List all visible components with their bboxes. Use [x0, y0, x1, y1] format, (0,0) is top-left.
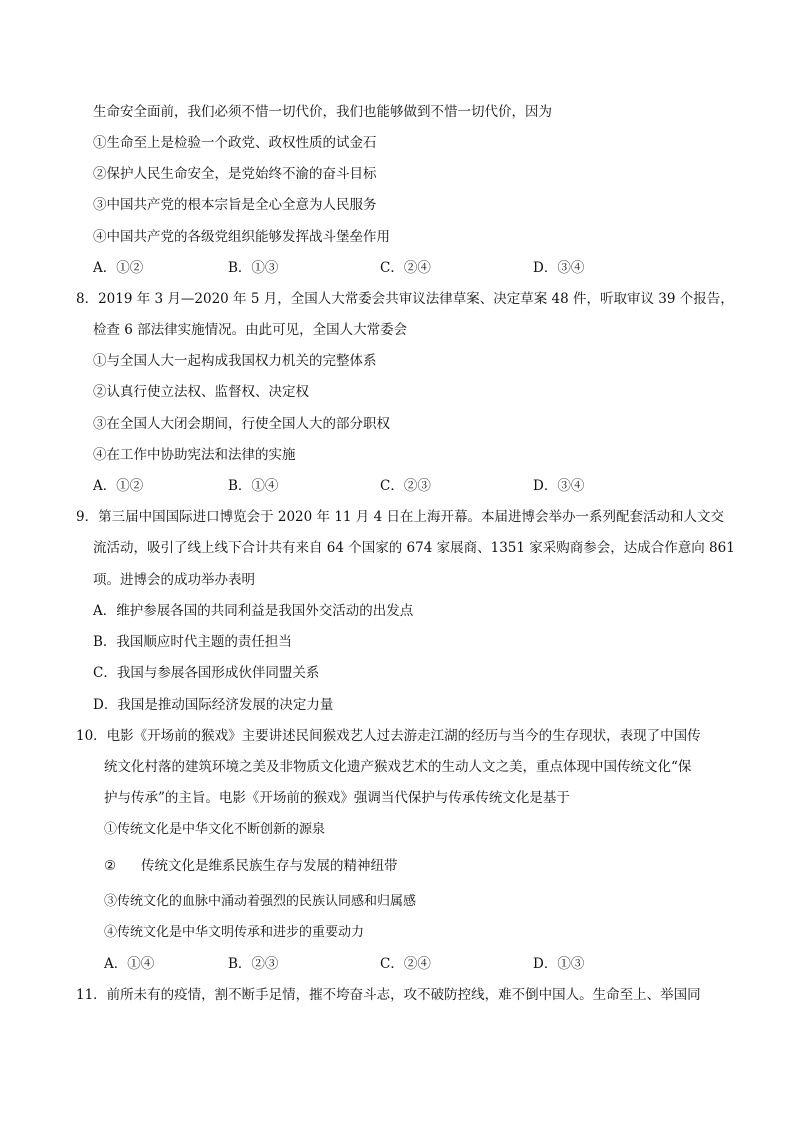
carry-over-option-d: D．③④	[533, 260, 585, 276]
q10-option-a: A．①④	[104, 956, 155, 972]
q9-stem-line-2: 流活动，吸引了线上线下合计共有来自 64 个国家的 674 家展商、1351 家采购商参会，达成合作意向 861	[93, 540, 735, 556]
q8-stem-line-2: 检查 6 部法律实施情况。由此可见，全国人大常委会	[93, 322, 408, 338]
q8-option-a: A．①②	[93, 478, 144, 494]
q8-option-d: D．③④	[533, 478, 585, 494]
carry-over-option-c: C．②④	[380, 260, 431, 276]
q9-option-c: C．我国与参展各国形成伙伴同盟关系	[93, 665, 320, 681]
q10-option-c: C．②④	[380, 956, 431, 972]
q8-option-c: C．②③	[380, 478, 431, 494]
q9-option-d: D．我国是推动国际经济发展的决定力量	[93, 697, 334, 713]
q10-item-2-number: ②	[104, 858, 117, 874]
q8-item-3: ③在全国人大闭会期间，行使全国人大的部分职权	[93, 416, 390, 432]
q8-item-4: ④在工作中协助宪法和法律的实施	[93, 447, 296, 463]
q10-stem-line-2: 统文化村落的建筑环境之美及非物质文化遗产猴戏艺术的生动人文之美，重点体现中国传统文化“保	[104, 759, 692, 775]
q10-item-4: ④传统文化是中华文明传承和进步的重要动力	[104, 925, 365, 940]
q10-option-b: B．②③	[228, 956, 279, 972]
carry-over-item-3: ③中国共产党的根本宗旨是全心全意为人民服务	[93, 197, 377, 213]
q10-stem-line-1: 10．电影《开场前的猴戏》主要讲述民间猴戏艺人过去游走江湖的经历与当今的生存现状，表现了中国传	[76, 728, 701, 744]
q9-option-a: A．维护参展各国的共同利益是我国外交活动的出发点	[93, 603, 414, 619]
q10-stem-line-3: 护与传承”的主旨。电影《开场前的猴戏》强调当代保护与传承传统文化是基于	[104, 790, 570, 806]
q10-item-2-text: 传统文化是维系民族生存与发展的精神纽带	[141, 858, 398, 874]
q8-stem-line-1: 8．2019 年 3 月—2020 年 5 月，全国人大常委会共审议法律草案、决定草案 48 件，听取审议 39 个报告，	[76, 291, 734, 307]
carry-over-stem: 生命安全面前，我们必须不惜一切代价，我们也能够做到不惜一切代价，因为	[93, 104, 552, 120]
q9-option-b: B．我国顺应时代主题的责任担当	[93, 634, 292, 650]
q9-stem-line-1: 9．第三届中国国际进口博览会于 2020 年 11 月 4 日在上海开幕。本届进博会举办一系列配套活动和人文交	[76, 509, 724, 525]
q10-item-3: ③传统文化的血脉中涌动着强烈的民族认同感和归属感	[104, 894, 417, 909]
carry-over-item-1: ①生命至上是检验一个政党、政权性质的试金石	[93, 135, 377, 151]
q8-item-2: ②认真行使立法权、监督权、决定权	[93, 384, 309, 400]
carry-over-option-b: B．①③	[228, 260, 279, 276]
q8-item-1: ①与全国人大一起构成我国权力机关的完整体系	[93, 353, 377, 369]
carry-over-option-a: A．①②	[93, 260, 144, 276]
q10-item-1: ①传统文化是中华文化不断创新的源泉	[104, 822, 326, 837]
carry-over-item-2: ②保护人民生命安全，是党始终不渝的奋斗目标	[93, 166, 377, 182]
carry-over-item-4: ④中国共产党的各级党组织能够发挥战斗堡垒作用	[93, 229, 390, 245]
q11-stem-line-1: 11．前所未有的疫情，割不断手足情，摧不垮奋斗志，攻不破防控线，难不倒中国人。生命至上、举国同	[76, 987, 701, 1003]
q10-option-d: D．①③	[533, 956, 585, 972]
q8-option-b: B．①④	[228, 478, 279, 494]
q9-stem-line-3: 项。进博会的成功举办表明	[93, 572, 255, 588]
